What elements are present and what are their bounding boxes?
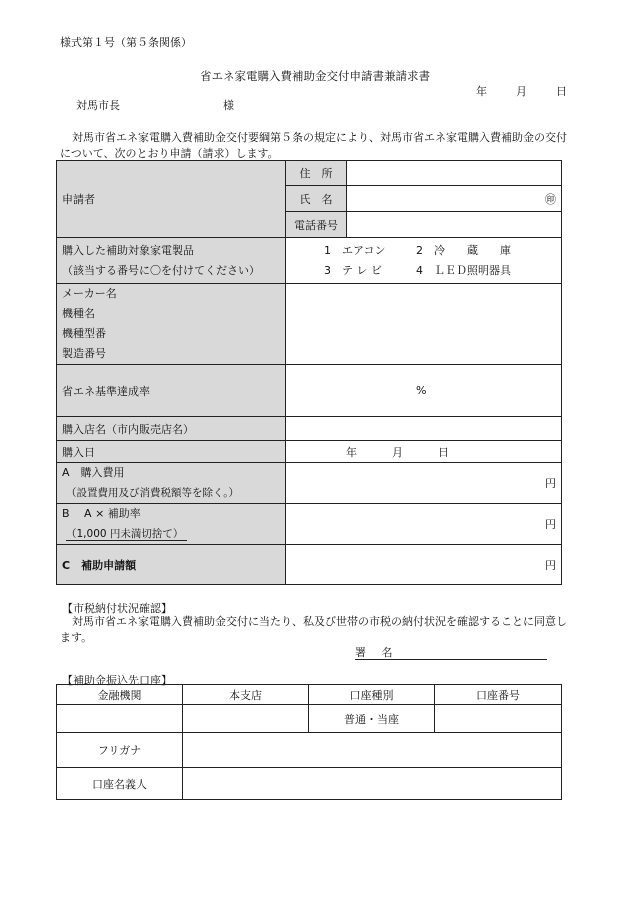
purchase-day-label: 日 [438,445,449,459]
option-aircon[interactable]: 1 エアコン [324,243,386,257]
model-info-field[interactable] [286,284,562,365]
maker-label: メーカー名 [62,287,117,300]
tax-consent-text: 対馬市省エネ家電購入費補助金交付に当たり、私及び世帯の市税の納付状況を確認することに同意します。 [60,615,567,644]
cost-a-label-cell [57,463,286,504]
date-day-label: 日 [556,85,567,98]
name-field[interactable] [347,186,562,212]
bank-name-field[interactable] [57,705,183,733]
recipient: 対馬市長 [76,99,120,112]
product-label-cell [57,238,286,284]
account-holder-field[interactable] [183,768,562,800]
purchase-date-label: 購入日 [57,441,286,463]
form-number: 様式第１号（第５条関係） [60,36,192,49]
cost-b-note: （1,000 円未満切捨て） [66,528,187,541]
branch-header: 本支店 [183,685,309,705]
seal-mark: ㊞ [545,192,556,206]
cost-c-label: C 補助申請額 [57,545,286,585]
cost-b-unit: 円 [545,518,556,531]
signature-label: 署 名 [355,646,399,659]
efficiency-label: 省エネ基準達成率 [57,365,286,417]
cost-a-field[interactable] [286,463,562,504]
cost-b-label: B A × 補助率 [62,507,141,520]
efficiency-field[interactable] [286,365,562,417]
intro-paragraph: 対馬市省エネ家電購入費補助金交付要綱第５条の規定により、対馬市省エネ家電購入費補助金の交付について、次のとおり申請（請求）します。 [60,131,567,160]
branch-field[interactable] [183,705,309,733]
bank-name-header: 金融機関 [57,685,183,705]
serial-number-label: 製造番号 [62,347,106,360]
furigana-label: フリガナ [57,733,183,768]
address-label: 住 所 [286,161,347,186]
phone-label: 電話番号 [286,212,347,238]
product-label: 購入した補助対象家電製品 [62,243,194,257]
cost-b-field[interactable] [286,504,562,545]
model-name-label: 機種名 [62,307,95,320]
option-led[interactable]: 4 ＬＥＤ照明器具 [416,263,511,277]
address-field[interactable] [347,161,562,186]
product-note: （該当する番号に〇を付けてください） [62,263,260,277]
applicant-label: 申請者 [57,161,286,238]
cost-c-unit: 円 [545,558,556,572]
option-tv[interactable]: 3 テ レ ビ [324,263,382,277]
account-type-header: 口座種別 [309,685,435,705]
model-info-labels [57,284,286,365]
bank-account-table [56,684,562,800]
cost-c-field[interactable] [286,545,562,585]
percent-unit: % [416,384,427,397]
signature-line[interactable] [355,644,547,660]
account-type-field[interactable]: 普通・当座 [309,705,435,733]
purchase-date-field[interactable] [286,441,562,463]
store-field[interactable] [286,417,562,441]
application-table [56,160,562,585]
purchase-year-label: 年 [346,445,357,459]
cost-b-label-cell [57,504,286,545]
account-number-header: 口座番号 [435,685,562,705]
honorific: 様 [223,99,234,112]
name-label: 氏 名 [286,186,347,212]
account-holder-label: 口座名義人 [57,768,183,800]
cost-a-unit: 円 [545,477,556,490]
furigana-field[interactable] [183,733,562,768]
account-number-field[interactable] [435,705,562,733]
option-fridge[interactable]: 2 冷 蔵 庫 [416,243,511,257]
purchase-month-label: 月 [392,445,403,459]
product-options[interactable] [286,238,562,284]
cost-a-label: A 購入費用 [62,466,125,479]
date-month-label: 月 [516,85,527,98]
store-label: 購入店名（市内販売店名） [57,417,286,441]
cost-a-note: （設置費用及び消費税額等を除く。） [66,487,240,499]
bank-section-heading: 【補助金振込先口座】 [62,674,172,687]
model-number-label: 機種型番 [62,327,106,340]
date-year-label: 年 [476,85,487,98]
phone-field[interactable] [347,212,562,238]
document-title: 省エネ家電購入費補助金交付申請書兼請求書 [200,69,430,83]
tax-section-heading: 【市税納付状況確認】 [62,602,172,615]
